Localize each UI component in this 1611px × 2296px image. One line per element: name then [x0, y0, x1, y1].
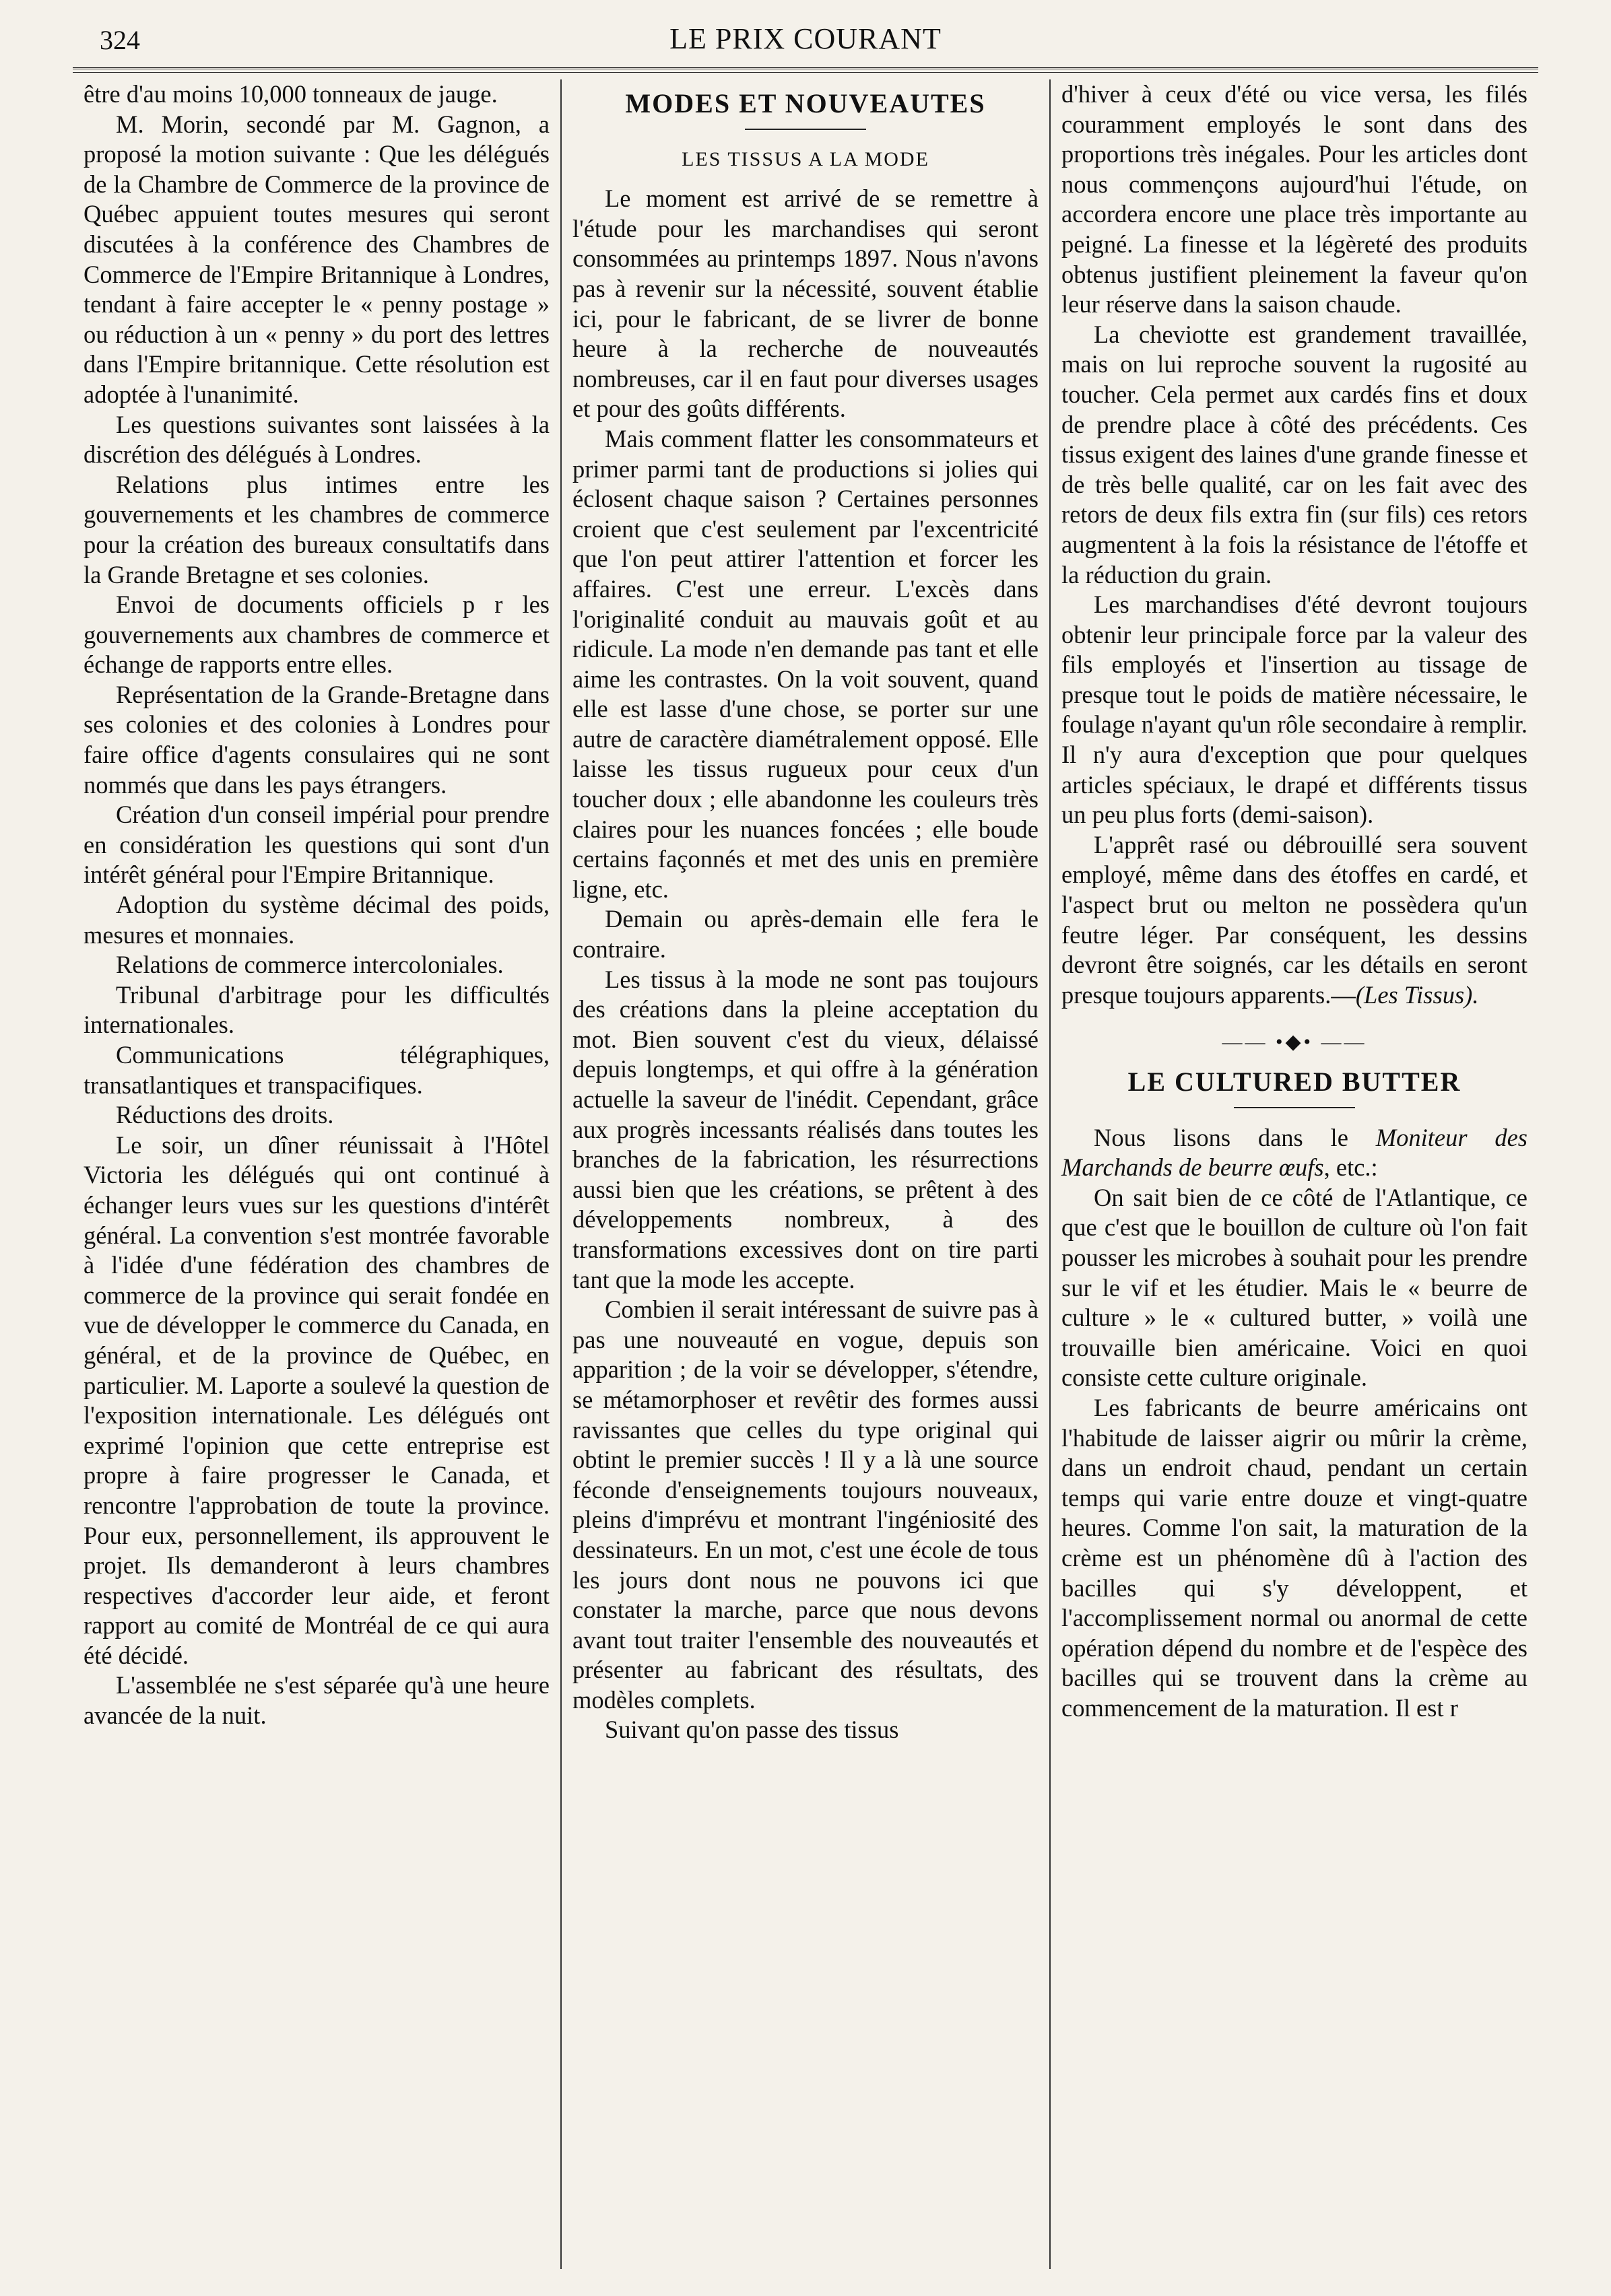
- paragraph: Communications télégraphiques, transatlantiques et transpacifiques.: [84, 1041, 550, 1099]
- paragraph: Mais comment flatter les consommateurs et primer parmi tant de productions si jolies qui éclosent chaque saison ? Certaines personnes croient que c'est seulement par l'excentricité que l'on peut attirer l'attention et forcer les affaires. C'est une erreur. L'excès dans l'originalité conduit au mauvais goût et au ridicule. La mode n'en demande pas tant et elle aime les contrastes. On la voit souvent, quand elle est lasse d'une chose, se porter sur une autre de caractère diamétralement opposé. Elle laisse les tissus rugueux pour ceux d'un toucher doux ; elle abandonne les couleurs très claires pour les nuances foncées ; elle boude certains façonnés et met des unis en première ligne, etc.: [572, 424, 1039, 903]
- paragraph: Demain ou après-demain elle fera le contraire.: [572, 905, 1039, 964]
- intro-prefix: Nous lisons dans le: [1094, 1123, 1376, 1151]
- paragraph: Adoption du système décimal des poids, mesures et monnaies.: [84, 891, 550, 949]
- paragraph: Tribunal d'arbitrage pour les difficultés internationales.: [84, 980, 550, 1039]
- paragraph: Suivant qu'on passe des tissus: [605, 1716, 899, 1744]
- paragraph: Les fabricants de beurre américains ont l'habitude de laisser aigrir ou mûrir la crème, dans un endroit chaud, pendant un certain temps qui varie entre douze et vingt-quatre heures. Comme l'on sait, la maturation de la crème est un phénomène dû à l'action des bacilles qui s'y développent, et l'accomplissement normal ou anormal de cette opération dépend du nombre et de l'espèce des bacilles qui se trouvent dans la crème au commencement de la maturation. Il est r: [1061, 1393, 1527, 1722]
- paragraph-text: L'apprêt rasé ou débrouillé sera souvent employé, même dans des étoffes en cardé, et l'aspect brut ou melton ne possèdera qu'un feutre léger. Par conséquent, les dessins devront être soignés, car les détails en seront presque toujours apparents.—: [1061, 830, 1527, 1009]
- page-number: 324: [100, 25, 140, 55]
- intro-suffix: , etc.:: [1323, 1153, 1378, 1182]
- paragraph: La cheviotte est grandement travaillée, mais on lui reproche souvent la rugosité au toucher. Cela permet aux cardés fins et doux de prendre place à côté des précédents. Ces tissus exigent des laines d'une grande finesse et de très belle qualité, car on les fait avec des retors de deux fils extra fin (sur fils) ces retors augmentent à la fois la résistance de l'étoffe et la réduction du grain.: [1061, 320, 1527, 588]
- header-rule: [73, 67, 1538, 73]
- column-3: [1049, 79, 1538, 2269]
- paragraph: On sait bien de ce côté de l'Atlantique, ce que c'est que le bouillon de culture où l'on fait pousser les microbes à souhait pour les prendre sur le vif et les étudier. Mais le « beurre de culture » le « cultured butter, » voilà une trouvaille bien américaine. Voici en quoi consiste cette culture originale.: [1061, 1183, 1527, 1392]
- intro-source: Moniteur des Marchands de beurre œufs: [1061, 1123, 1527, 1182]
- paragraph: Représentation de la Grande-Bretagne dans ses colonies et des colonies à Londres pour faire office d'agents consulaires qui ne sont nommés que dans les pays étrangers.: [84, 680, 550, 799]
- title-rule: [1234, 1107, 1355, 1108]
- paragraph: Les tissus à la mode ne sont pas toujours des créations dans la pleine acceptation du mot. Bien souvent c'est du vieux, délaissé depuis longtemps, et qui offre à la génération actuelle la saveur de l'inédit. Cependant, grâce aux progrès incessants réalisés dans toutes les branches de la fabrication, les résurrections aussi bien que les créations, se prêtent à des développements nombreux, à des transformations excessives dont on tire parti tant que la mode les accepte.: [572, 965, 1039, 1293]
- paragraph: Réductions des droits.: [116, 1101, 334, 1129]
- paragraph: Le soir, un dîner réunissait à l'Hôtel Victoria les délégués qui ont continué à échanger leurs vues sur les questions d'intérêt général. La convention s'est montrée favorable à l'idée d'une fédération des chambres de commerce de la province qui serait fondée en vue de développer le commerce du Canada, en général, et de la province de Québec, en particulier. M. Laporte a soulevé la question de l'exposition internationale. Les délégués ont exprimé l'opinion que cette entreprise est propre à faire progresser le Canada, et rencontre l'approbation de toute la province. Pour eux, personnellement, ils approuvent le projet. Ils demanderont à leurs chambres respectives d'accorder leur aide, et feront rapport au comité de Montréal de ce qui aura été décidé.: [84, 1130, 550, 1669]
- article-columns: [73, 79, 1538, 2269]
- paragraph: Relations de commerce intercoloniales.: [116, 951, 504, 979]
- paragraph: Création d'un conseil impérial pour prendre en considération les questions qui sont d'un intérêt général pour l'Empire Britannique.: [84, 801, 550, 889]
- paragraph: L'assemblée ne s'est séparée qu'à une heure avancée de la nuit.: [84, 1671, 550, 1730]
- section-title-butter: LE CULTURED BUTTER: [1127, 1067, 1461, 1097]
- subhead-tissus: LES TISSUS A LA MODE: [682, 147, 929, 170]
- paragraph: Les questions suivantes sont laissées à la discrétion des délégués à Londres.: [84, 410, 550, 469]
- column-1: [73, 79, 560, 2269]
- title-rule: [745, 129, 866, 130]
- paragraph: Relations plus intimes entre les gouvernements et les chambres de commerce pour la création des bureaux consultatifs dans la Grande Bretagne et ses colonies.: [84, 470, 550, 588]
- running-title: LE PRIX COURANT: [669, 22, 942, 55]
- column-2: [560, 79, 1049, 2269]
- section-ornament: —— •◆• ——: [1222, 1031, 1367, 1054]
- section-title-modes: MODES ET NOUVEAUTES: [625, 88, 986, 119]
- paragraph: Les marchandises d'été devront toujours obtenir leur principale force par la valeur des fils employés et l'insertion au tissage de presque tout le poids de matière nécessaire, le foulage n'ayant qu'un rôle secondaire à remplir. Il n'y aura d'exception que pour quelques articles spéciaux, le drapé et différents tissus un peu plus forts (demi-saison).: [1061, 590, 1527, 829]
- intro-paragraph: [1061, 1123, 1527, 1183]
- paragraph-with-credit: [1061, 830, 1527, 1011]
- paragraph: M. Morin, secondé par M. Gagnon, a proposé la motion suivante : Que les délégués de la Chambre de Commerce de la province de Québec appuient toutes mesures qui seront discutées à la conférence des Chambres de Commerce de l'Empire Britannique à Londres, tendant à faire accepter le « penny postage » ou réduction à un « penny » du port des lettres dans l'Empire britannique. Cette résolution est adoptée à l'unanimité.: [84, 110, 550, 408]
- paragraph: Le moment est arrivé de se remettre à l'étude pour les marchandises qui seront consommées au printemps 1897. Nous n'avons pas à revenir sur la nécessité, souvent établie ici, pour le fabricant, de se livrer de bonne heure à la recherche de nouveautés nombreuses, car il en faut pour diverses usages et pour des goûts différents.: [572, 184, 1039, 423]
- paragraph: Combien il serait intéressant de suivre pas à pas une nouveauté en vogue, depuis son apparition ; de la voir se développer, s'étendre, se métamorphoser et revêtir des formes aussi ravissantes que celles du type original qui obtint le premier succès ! Il y a là une source féconde d'enseignements toujours nouveaux, pleins d'imprévu et montrant l'ingéniosité des dessinateurs. En un mot, c'est une école de tous les jours dont nous ne pouvons ici que constater la marche, parce que nous devons avant tout traiter l'ensemble des nouveautés et présenter au fabricant des résultats, des modèles complets.: [572, 1295, 1039, 1714]
- page-header: [73, 12, 1538, 59]
- paragraph: d'hiver à ceux d'été ou vice versa, les filés couramment employés le sont dans des proportions très inégales. Pour les articles dont nous commençons aujourd'hui l'étude, on accordera encore une place très importante au peigné. La finesse et la légèreté des produits obtenus justifient pleinement la faveur qu'on leur réserve dans la saison chaude.: [1061, 80, 1527, 318]
- paragraph: Envoi de documents officiels p r les gouvernements aux chambres de commerce et échange de rapports entre elles.: [84, 590, 550, 679]
- source-credit: (Les Tissus).: [1355, 980, 1479, 1009]
- paragraph: être d'au moins 10,000 tonneaux de jauge.: [84, 80, 498, 108]
